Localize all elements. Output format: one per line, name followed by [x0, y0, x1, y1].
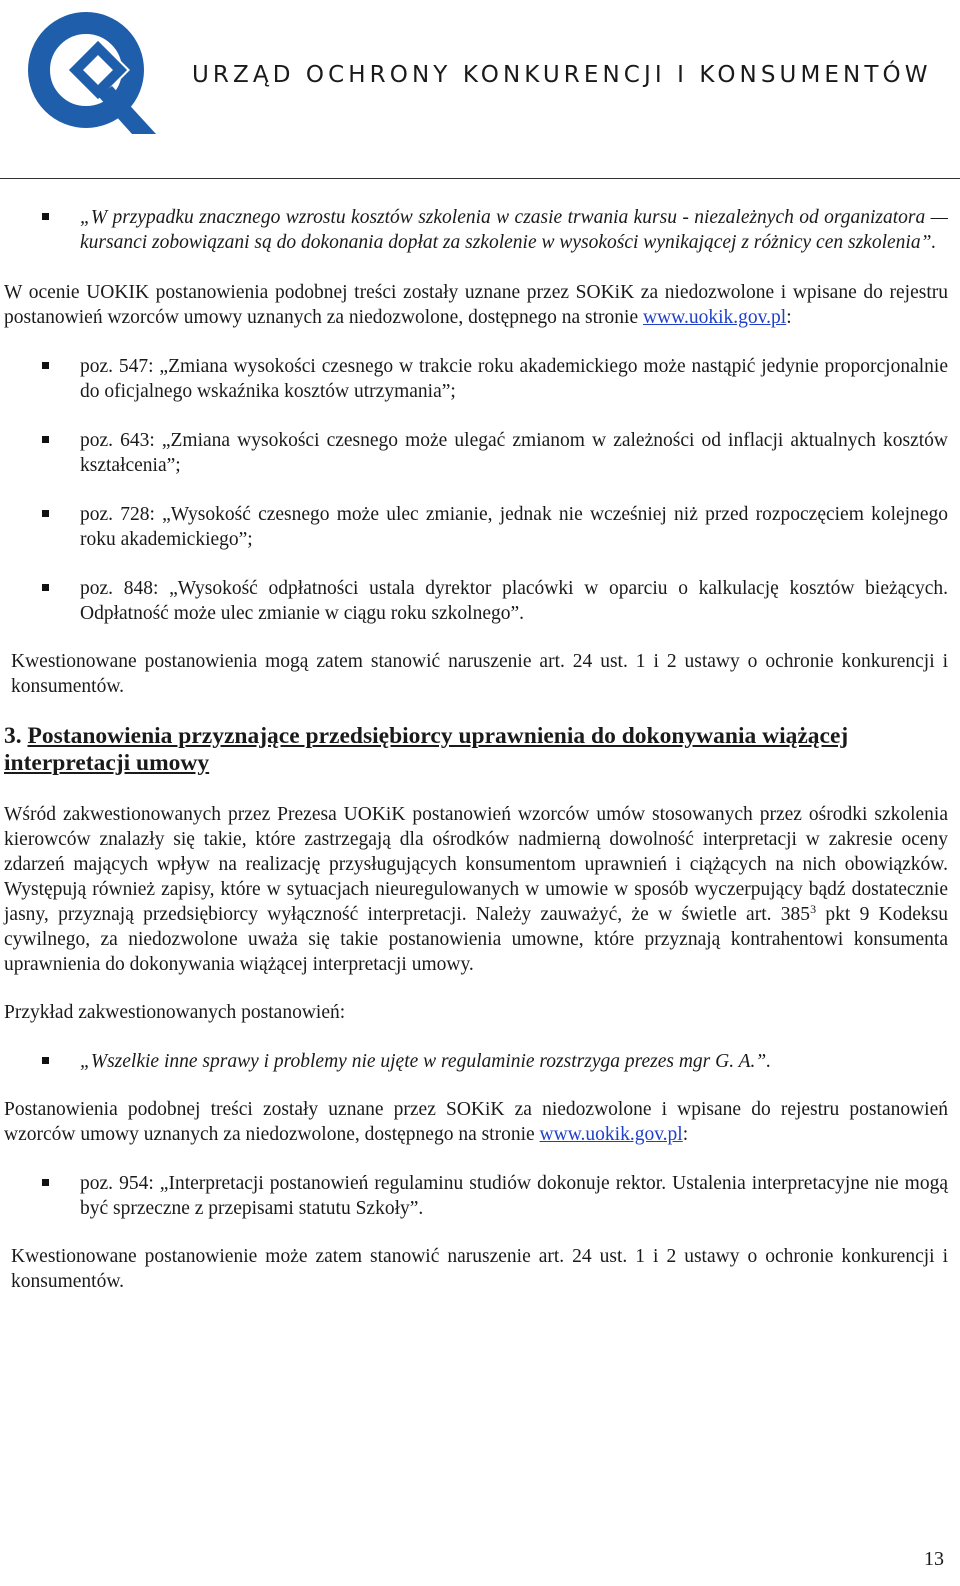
- bullet-poz-954: poz. 954: „Interpretacji postanowień regulaminu studiów dokonuje rektor. Ustalenia interpretacyjne nie mogą być sprzeczne z przepisami statutu Szkoły”.: [4, 1171, 948, 1221]
- example-intro: Przykład zakwestionowanych postanowień:: [4, 1002, 346, 1023]
- document-body: [4, 205, 948, 1294]
- bullet-poz-728: poz. 728: „Wysokość czesnego może ulec zmianie, jednak nie wcześniej niż przed rozpoczęciem kolejnego roku akademickiego”;: [4, 502, 948, 552]
- paragraph-1-text: W ocenie UOKIK postanowienia podobnej treści zostały uznane przez SOKiK za niedozwolone i wpisane do rejestru postanowień wzorców umowy uznanych za niedozwolone, dostępnego na stronie: [4, 282, 948, 328]
- uokik-link-2[interactable]: www.uokik.gov.pl: [539, 1124, 683, 1145]
- paragraph-1: [4, 280, 948, 330]
- paragraph-3: [4, 1097, 948, 1147]
- bullet-poz-848: poz. 848: „Wysokość odpłatności ustala dyrektor placówki w oparciu o kalkulację kosztów bieżących. Odpłatność może ulec zmianie w ciągu roku szkolnego”.: [4, 576, 948, 626]
- page-number: 13: [924, 1548, 944, 1570]
- superscript-3: 3: [810, 902, 817, 916]
- organization-name: URZĄD OCHRONY KONKURENCJI I KONSUMENTÓW: [192, 62, 932, 88]
- paragraph-3-suffix: :: [682, 1124, 689, 1145]
- quote-bullet-1: „W przypadku znacznego wzrostu kosztów szkolenia w czasie trwania kursu - niezależnych od organizatora — kursanci zobowiązani są do dokonania dopłat za szkolenie w wysokości wynikającej z różnicy cen szkolenia”.: [4, 205, 948, 255]
- uokik-logo-icon: [24, 8, 164, 140]
- header-divider: [0, 178, 960, 179]
- bullet-poz-547: poz. 547: „Zmiana wysokości czesnego w trakcie roku akademickiego może nastąpić jedynie proporcjonalnie do oficjalnego wskaźnika kosztów utrzymania”;: [4, 354, 948, 404]
- quote-bullet-2: „Wszelkie inne sprawy i problemy nie ujęte w regulaminie rozstrzyga prezes mgr G. A.”.: [4, 1049, 948, 1074]
- paragraph-2-part-2: pkt 9 Kodeksu cywilnego, za niedozwolone uważa się takie postanowienia umowne, które przyznają kontrahentowi konsumenta uprawnienia do dokonywania wiążącej interpretacji umowy.: [4, 904, 948, 975]
- paragraph-3-text: Postanowienia podobnej treści zostały uznane przez SOKiK za niedozwolone i wpisane do rejestru postanowień wzorców umowy uznanych za niedozwolone, dostępnego na stronie: [4, 1099, 948, 1145]
- section-heading: [4, 723, 948, 777]
- paragraph-2-part-1: Wśród zakwestionowanych przez Prezesa UOKiK postanowień wzorców umów stosowanych przez ośrodki szkolenia kierowców znalazły się takie, które zastrzegają dla ośrodków nadmierną dowolność interpretacji w zakresie oceny zdarzeń mających wpływ na realizację przysługujących konsumentom uprawnień i ciążących na nich obowiązków. Występują również zapisy, które w sytuacjach nieuregulowanych w umowie w sposób wyczerpujący bądź dostatecznie jasny, przyznają przedsiębiorcy wyłączność interpretacji. Należy zauważyć, że w świetle art. 385: [4, 804, 948, 925]
- bullet-poz-643: poz. 643: „Zmiana wysokości czesnego może ulegać zmianom w zależności od inflacji aktualnych kosztów kształcenia”;: [4, 428, 948, 478]
- conclusion-2: Kwestionowane postanowienie może zatem stanowić naruszenie art. 24 ust. 1 i 2 ustawy o ochronie konkurencji i konsumentów.: [11, 1246, 948, 1292]
- paragraph-2: [4, 802, 948, 977]
- section-title: Postanowienia przyznające przedsiębiorcy uprawnienia do dokonywania wiążącej interpretacji umowy: [4, 723, 849, 776]
- paragraph-1-suffix: :: [786, 307, 792, 328]
- section-number: 3.: [4, 723, 28, 749]
- page-header: [0, 0, 960, 180]
- uokik-link-1[interactable]: www.uokik.gov.pl: [643, 307, 787, 328]
- conclusion-1: Kwestionowane postanowienia mogą zatem stanowić naruszenie art. 24 ust. 1 i 2 ustawy o ochronie konkurencji i konsumentów.: [11, 651, 948, 697]
